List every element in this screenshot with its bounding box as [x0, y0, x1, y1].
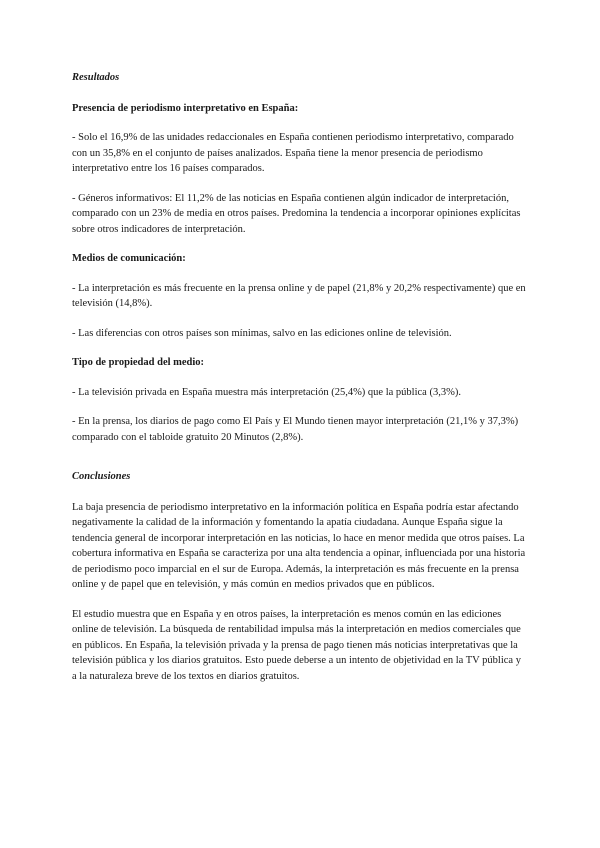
- section-gap: [72, 459, 528, 469]
- conclusions-paragraph: La baja presencia de periodismo interpretativo en la información política en España podría estar afectando negativamente la calidad de la información y fomentando la apatía ciudadana. Aunque España sigue la tendencia general de incorporar interpretación en las noticias, lo hace en menor medida que otros países. La cobertura informativa en España se caracteriza por una alta tendencia a opinar, influenciada por una historia de periodismo poco imparcial en el sur de Europa. Además, la interpretación es más frecuente en la prensa online y de papel que en televisión, y más común en medios privados que en públicos.: [72, 501, 526, 590]
- results-paragraph: - Las diferencias con otros países son mínimas, salvo en las ediciones online de televisión.: [72, 327, 452, 339]
- results-heading-presence: Presencia de periodismo interpretativo en España:: [72, 102, 299, 114]
- results-heading-media: Medios de comunicación:: [72, 253, 186, 264]
- results-paragraph: - La televisión privada en España muestra más interpretación (25,4%) que la pública (3,3%).: [72, 386, 461, 398]
- results-heading-ownership: Tipo de propiedad del medio:: [72, 357, 205, 368]
- results-title: Resultados: [72, 72, 120, 83]
- results-paragraph: - En la prensa, los diarios de pago como El País y El Mundo tienen mayor interpretación (21,1% y 37,3%) comparado con el tabloide gratuito 20 Minutos (2,8%).: [72, 416, 519, 443]
- conclusions-title: Conclusiones: [72, 471, 131, 482]
- results-paragraph: - La interpretación es más frecuente en la prensa online y de papel (21,8% y 20,2% respectivamente) que en televisión (14,8%).: [72, 282, 526, 309]
- conclusions-paragraph: El estudio muestra que en España y en otros países, la interpretación es menos común en las ediciones online de televisión. La búsqueda de rentabilidad impulsa más la interpretación en medios comerciales que en públicos. En España, la televisión privada y la prensa de pago tienen más noticias interpretativas que la televisión pública y los diarios gratuitos. Esto puede deberse a un intento de objetividad en la TV pública y a la naturaleza breve de los textos en diarios gratuitos.: [72, 608, 521, 682]
- results-paragraph: - Géneros informativos: El 11,2% de las noticias en España contienen algún indicador de interpretación, comparado con un 23% de media en otros países. Predomina la tendencia a incorporar opiniones explícitas sobre otros indicadores de interpretación.: [72, 192, 521, 235]
- results-paragraph: - Solo el 16,9% de las unidades redaccionales en España contienen periodismo interpretativo, comparado con un 35,8% en el conjunto de países analizados. España tiene la menor presencia de periodismo interpretativo entre los 16 países comparados.: [72, 132, 514, 174]
- document-page: [72, 70, 528, 698]
